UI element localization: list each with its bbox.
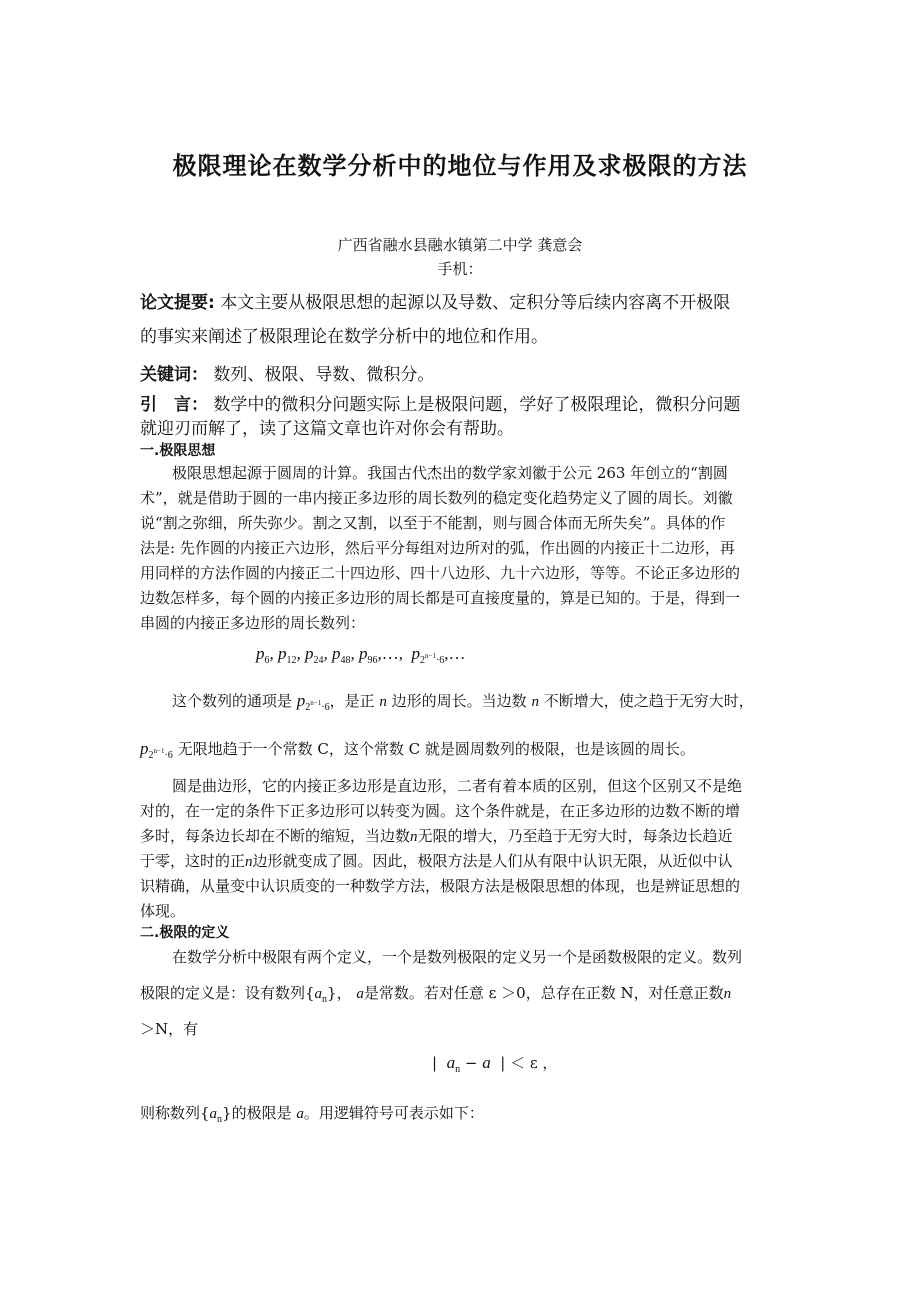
intro-label: 引 言： — [140, 395, 208, 415]
s1-p1-line-3: 说“割之弥细，所失弥少。割之又割，以至于不能割，则与圆合体而无所失矣”。具体的作 — [140, 514, 726, 532]
keywords-label: 关键词： — [140, 365, 208, 385]
author-line: 广西省融水县融水镇第二中学 龚意会 — [337, 236, 583, 254]
s1-p4-line-3: 多时，每条边长却在不断的缩短，当边数n无限的增大，乃至趋于无穷大时，每条边长趋近 — [140, 827, 733, 845]
s2-p1-line-2: 极限的定义是：设有数列$\{a_n\}$， a是常数。若对任意 ε ＞0，总存在正数 N，对任意正数n — [140, 984, 732, 1005]
abstract-text-1: 本文主要从极限思想的起源以及导数、定积分等后续内容离不开极限 — [220, 293, 731, 313]
intro-line-2: 就迎刃而解了，读了这篇文章也许对你会有帮助。 — [140, 419, 514, 439]
s1-p4-line-2: 对的，在一定的条件下正多边形可以转变为圆。这个条件就是，在正多边形的边数不断的增 — [140, 802, 741, 820]
s1-p2-line: 这个数列的通项是 $p_{2^{n-1}\cdot 6}$，是正 n 边形的周长。当边数 n 不断增大，使之趋于无穷大时， — [172, 691, 754, 713]
s2-p1-line-3: ＞N，有 — [140, 1020, 199, 1038]
perimeter-sequence-formula: $p_6$, $p_{12}$, $p_{24}$, $p_{48}$, $p_{96},\dots$, $p_{2^{n-1}\cdot 6},\dots$ — [256, 644, 466, 666]
general-term-formula: $p_{2^{n-1}\cdot 6}$ — [296, 691, 330, 713]
section-2-heading: 二.极限的定义 — [140, 925, 230, 941]
s1-p4-line-4: 于零，这时的正n边形就变成了圆。因此，极限方法是人们从有限中认识无限，从近似中认 — [140, 852, 733, 870]
s1-p1-line-1: 极限思想起源于圆周的计算。我国古代杰出的数学家刘徽于公元 263 年创立的“割圆 — [172, 464, 728, 482]
general-term-formula-2: $p_{2^{n-1}\cdot 6}$ — [140, 739, 173, 761]
abstract-label: 论文提要: — [140, 293, 215, 313]
keywords-text: 数列、极限、导数、微积分。 — [213, 365, 435, 385]
limit-definition-formula: | $a_n - a$ | ＜ ε ， — [432, 1053, 558, 1075]
page-title: 极限理论在数学分析中的地位与作用及求极限的方法 — [172, 152, 748, 180]
keywords-line — [140, 360, 434, 385]
s1-p1-line-6: 边数怎样多，每个圆的内接正多边形的周长都是可直接度量的，算是已知的。于是，得到一 — [140, 589, 741, 607]
phone-line: 手机： — [437, 260, 483, 278]
s1-p1-line-2: 术”，就是借助于圆的一串内接正多边形的周长数列的稳定变化趋势定义了圆的周长。刘徽 — [140, 489, 733, 507]
s1-p4-line-1: 圆是曲边形，它的内接正多边形是直边形，二者有着本质的区别，但这个区别又不是绝 — [172, 777, 743, 795]
s1-p1-line-4: 法是: 先作圆的内接正六边形，然后平分每组对边所对的弧，作出圆的内接正十二边形，再 — [140, 539, 735, 557]
intro-text-1: 数学中的微积分问题实际上是极限问题，学好了极限理论，微积分问题 — [213, 395, 741, 415]
s1-p4-line-5: 识精确，从量变中认识质变的一种数学方法，极限方法是极限思想的体现，也是辨证思想的 — [140, 877, 741, 895]
s1-p1-line-5: 用同样的方法作圆的内接正二十四边形、四十八边形、九十六边形，等等。不论正多边形的 — [140, 564, 741, 582]
s2-p1-line-1: 在数学分析中极限有两个定义，一个是数列极限的定义另一个是函数极限的定义。数列 — [172, 948, 743, 966]
s2-p2-line: 则称数列$\{a_n\}$的极限是 a。用逻辑符号可表示如下： — [140, 1104, 484, 1125]
s1-p4-line-6: 体现。 — [140, 902, 186, 920]
intro-line-1 — [140, 390, 740, 415]
section-1-heading: 一.极限思想 — [140, 443, 216, 459]
abstract-line-2: 的事实来阐述了极限理论在数学分析中的地位和作用。 — [140, 327, 548, 347]
abstract-line-1 — [140, 288, 730, 313]
s1-p1-line-7: 串圆的内接正多边形的周长数列： — [140, 614, 366, 632]
s1-p3-line: $p_{2^{n-1}\cdot 6}$ 无限地趋于一个常数 C，这个常数 C 就是圆周数列的极限，也是该圆的周长。 — [140, 739, 695, 761]
